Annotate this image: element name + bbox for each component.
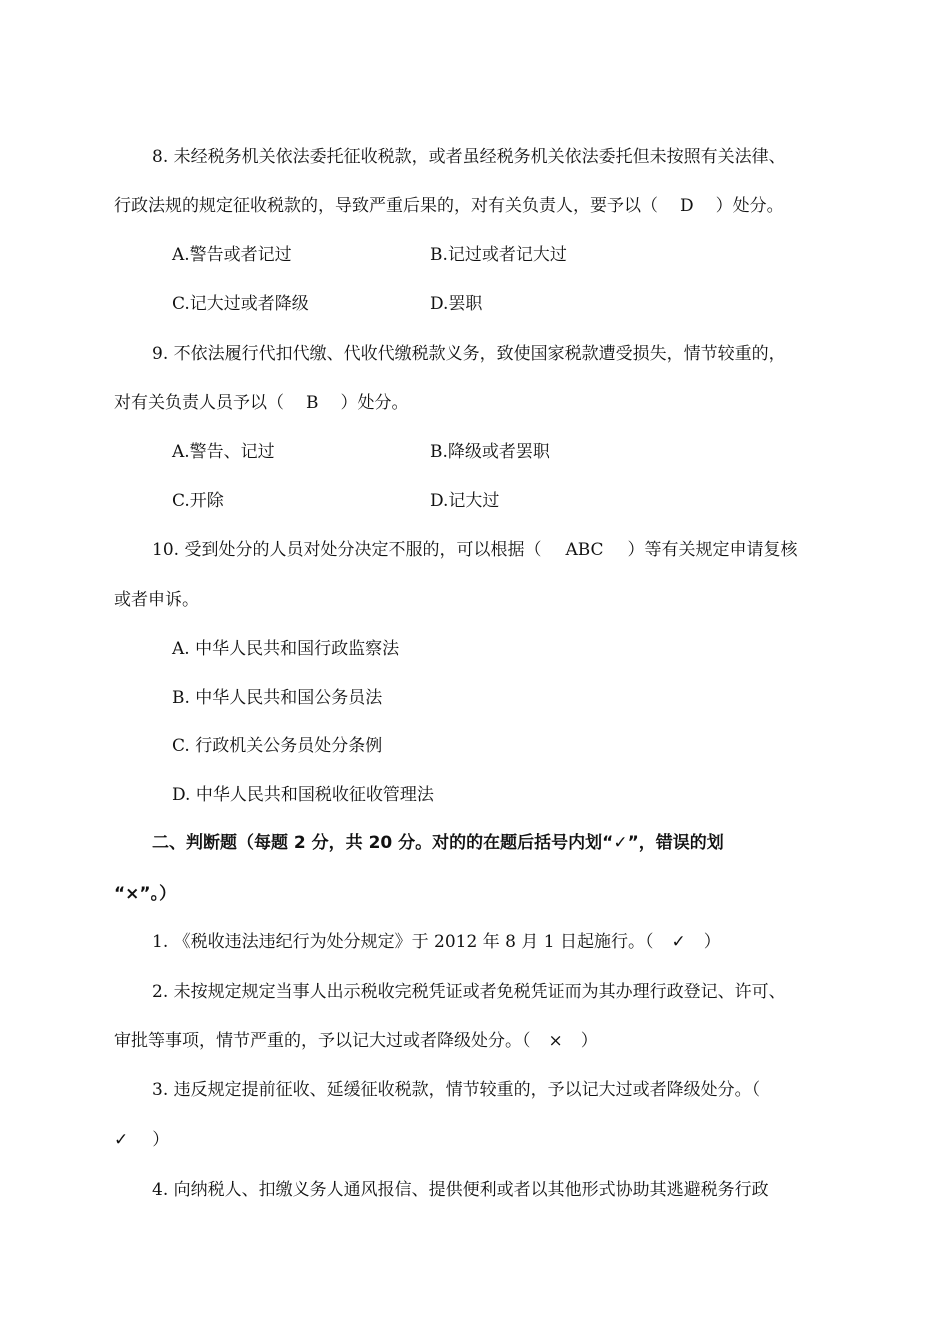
q8-option-b: B.记过或者记大过 bbox=[430, 245, 567, 265]
q10-answer: ABC bbox=[565, 540, 604, 560]
judge3-line2 bbox=[114, 1128, 169, 1152]
q8-line2-text: 行政法规的规定征收税款的，导致严重后果的，对有关负责人，要予以（ bbox=[114, 196, 658, 216]
q10-line1-text: 10. 受到处分的人员对处分决定不服的，可以根据（ bbox=[152, 540, 542, 560]
judge3-end: ） bbox=[152, 1130, 170, 1150]
q10-line2: 或者申诉。 bbox=[114, 590, 199, 610]
q10-line1 bbox=[152, 538, 798, 562]
judge3-line1: 3. 违反规定提前征收、延缓征收税款，情节较重的，予以记大过或者降级处分。（ bbox=[152, 1080, 761, 1100]
q9-answer: B bbox=[306, 393, 319, 413]
judge4-line1: 4. 向纳税人、扣缴义务人通风报信、提供便利或者以其他形式协助其逃避税务行政 bbox=[152, 1180, 769, 1200]
judge3-answer: ✓ bbox=[114, 1130, 129, 1150]
q10-option-b: B. 中华人民共和国公务员法 bbox=[172, 688, 383, 708]
q8-line2-end: ）处分。 bbox=[715, 196, 784, 216]
q8-line1: 8. 未经税务机关依法委托征收税款，或者虽经税务机关依法委托但未按照有关法律、 bbox=[152, 147, 786, 167]
q10-line1-end: ）等有关规定申请复核 bbox=[627, 540, 798, 560]
q8-line2 bbox=[114, 194, 784, 218]
judge2-line2 bbox=[114, 1029, 598, 1053]
q9-line1: 9. 不依法履行代扣代缴、代收代缴税款义务，致使国家税款遭受损失，情节较重的， bbox=[152, 344, 786, 364]
judge2-end: ） bbox=[580, 1031, 598, 1051]
section2-heading-line2: “×”。） bbox=[114, 884, 177, 904]
q10-option-d: D. 中华人民共和国税收征收管理法 bbox=[172, 785, 434, 805]
judge1-end: ） bbox=[703, 932, 721, 952]
q9-option-c: C.开除 bbox=[172, 491, 224, 511]
judge2-answer: × bbox=[548, 1031, 563, 1051]
judge2-line1: 2. 未按规定规定当事人出示税收完税凭证或者免税凭证而为其办理行政登记、许可、 bbox=[152, 982, 786, 1002]
judge2-text: 审批等事项，情节严重的，予以记大过或者降级处分。（ bbox=[114, 1031, 531, 1051]
q10-option-a: A. 中华人民共和国行政监察法 bbox=[172, 639, 400, 659]
q8-option-c: C.记大过或者降级 bbox=[172, 294, 309, 314]
q9-option-d: D.记大过 bbox=[430, 491, 500, 511]
q9-option-b: B.降级或者罢职 bbox=[430, 442, 550, 462]
q9-line2-text: 对有关负责人员予以（ bbox=[114, 393, 284, 413]
judge1-text: 1. 《税收违法违纪行为处分规定》于 2012 年 8 月 1 日起施行。（ bbox=[152, 932, 654, 952]
q9-line2-end: ）处分。 bbox=[340, 393, 409, 413]
q8-option-d: D.罢职 bbox=[430, 294, 483, 314]
q8-option-a: A.警告或者记过 bbox=[172, 245, 292, 265]
q9-line2 bbox=[114, 391, 409, 415]
judge1-line bbox=[152, 930, 721, 954]
section2-heading-line1: 二、判断题（每题 2 分，共 20 分。对的的在题后括号内划“✓”，错误的划 bbox=[152, 833, 724, 853]
q8-answer: D bbox=[680, 196, 694, 216]
judge1-answer: ✓ bbox=[671, 932, 686, 952]
q10-option-c: C. 行政机关公务员处分条例 bbox=[172, 736, 383, 756]
q9-option-a: A.警告、记过 bbox=[172, 442, 275, 462]
